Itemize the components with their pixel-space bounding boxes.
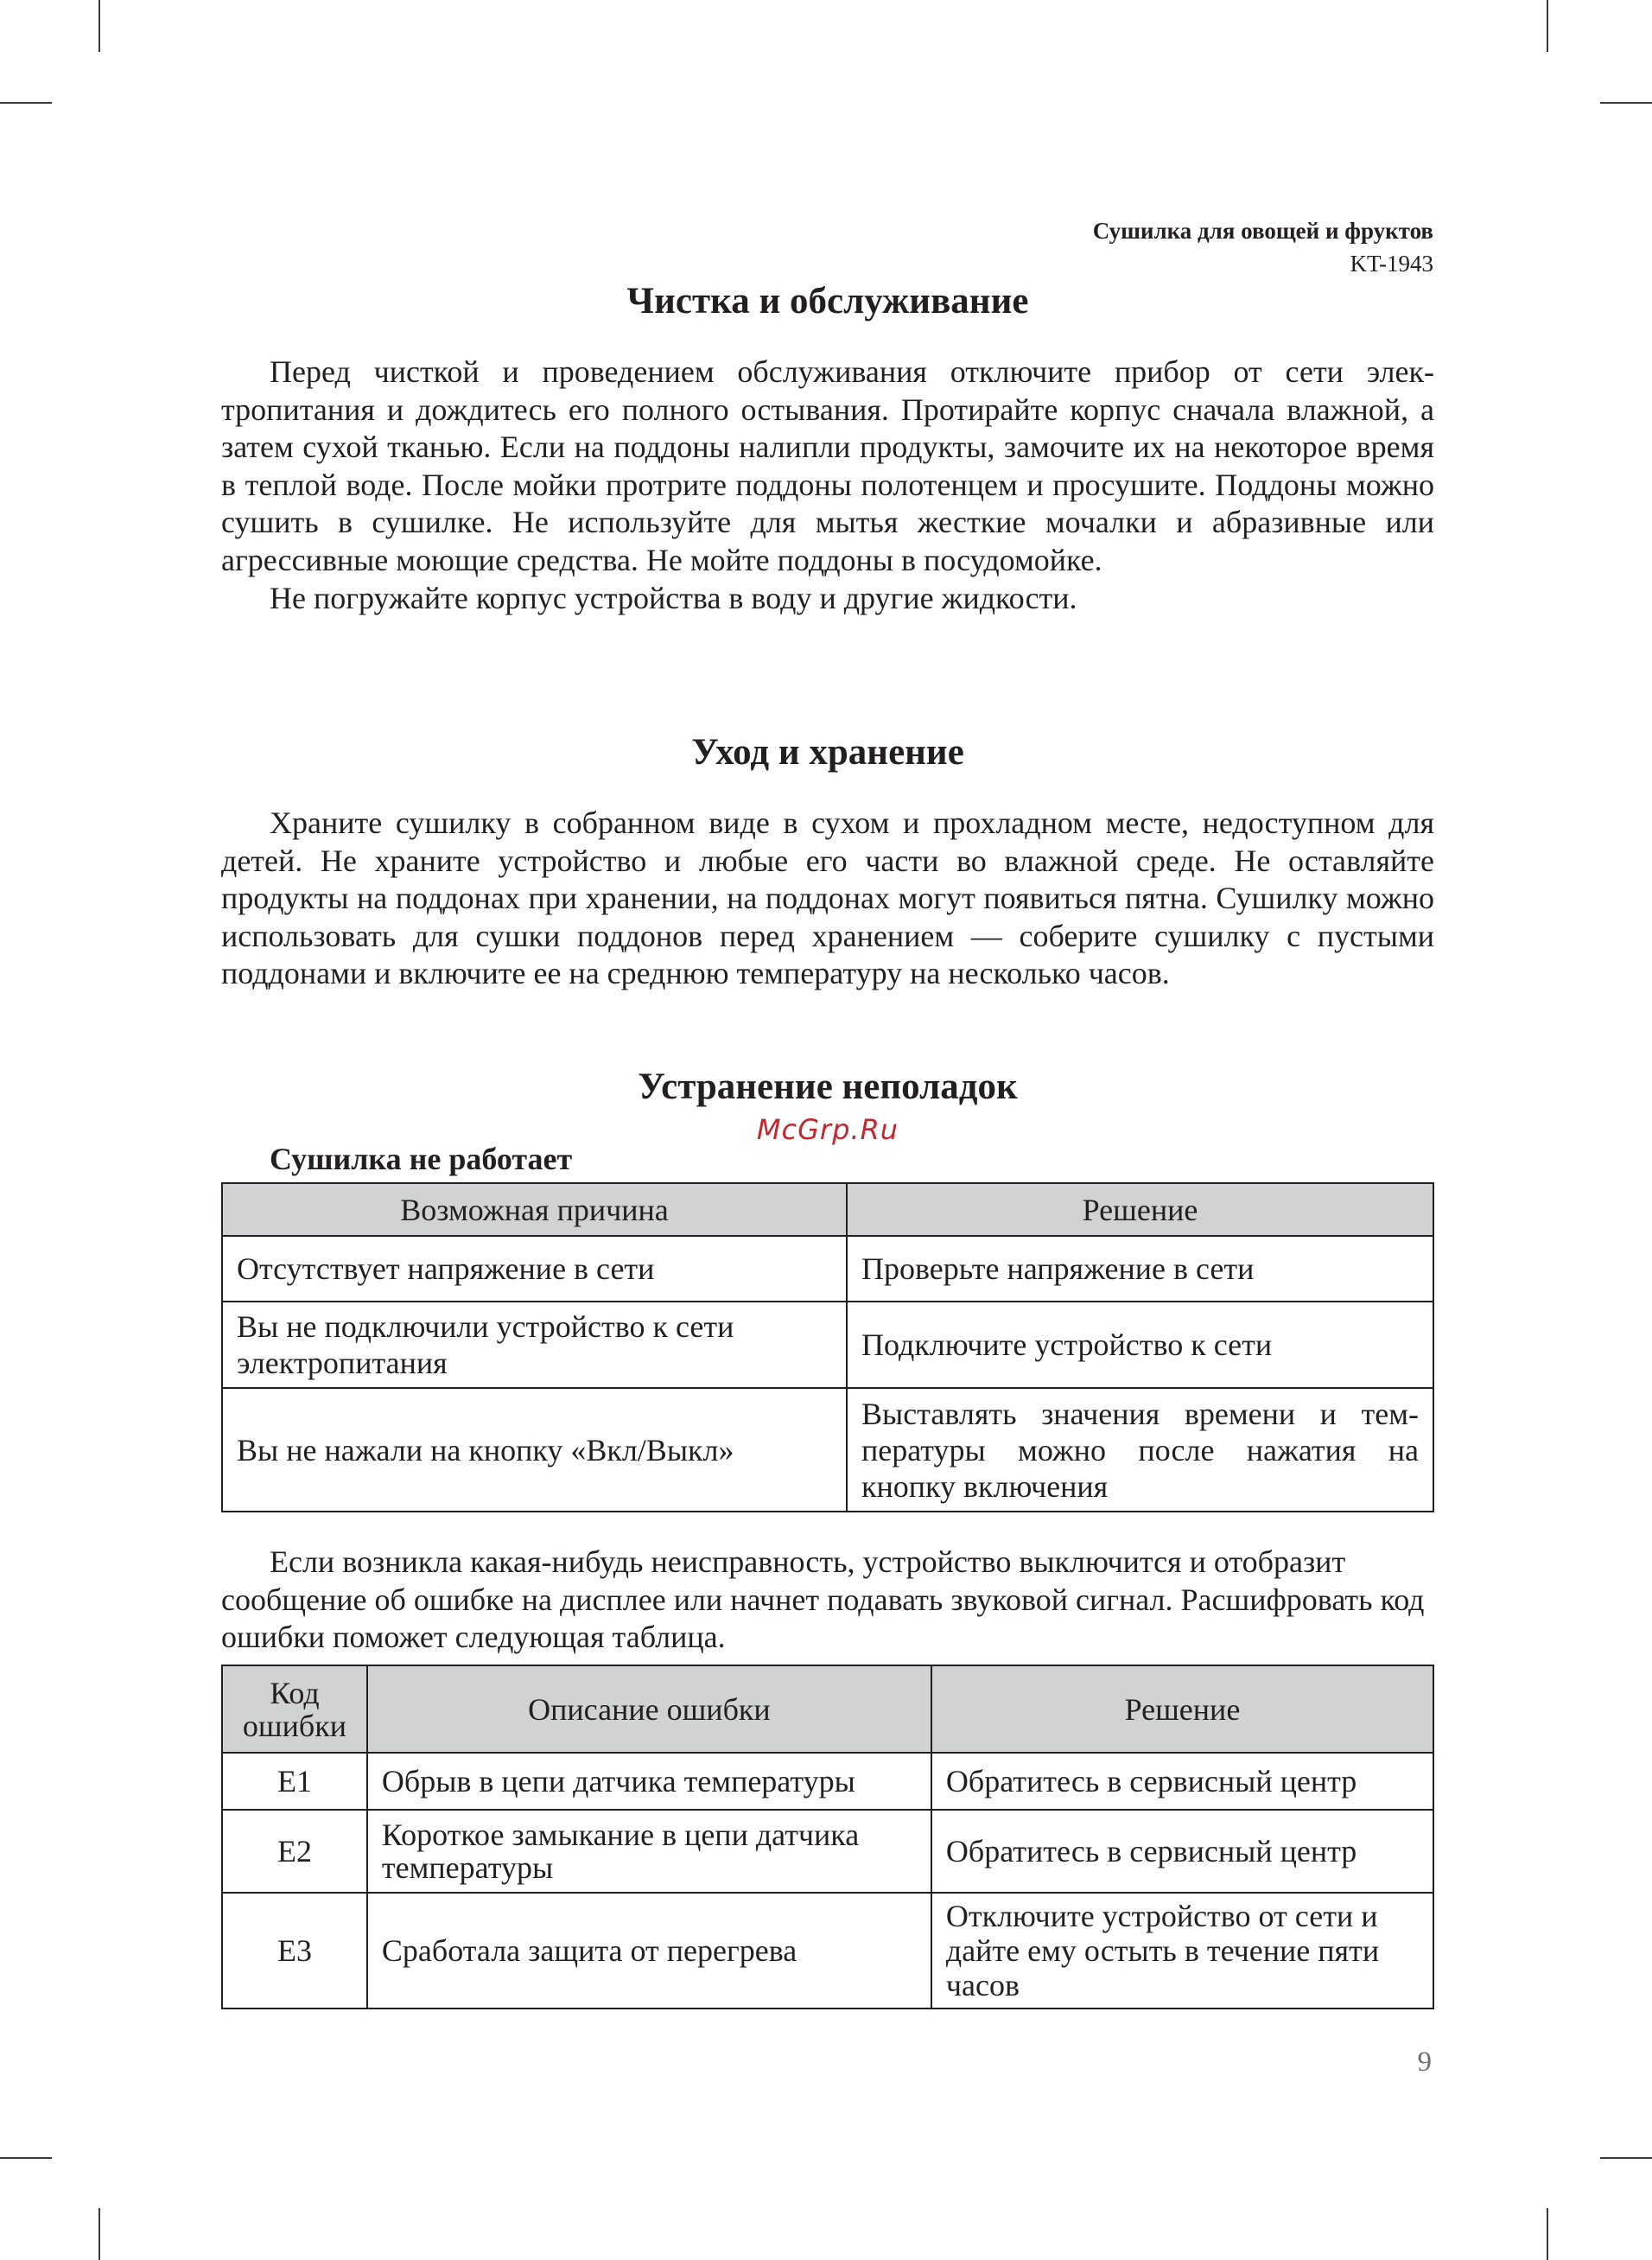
header-model: KT-1943 bbox=[1350, 251, 1433, 277]
table-cell-code: E2 bbox=[222, 1810, 367, 1893]
header-product: Сушилка для овощей и фруктов bbox=[1092, 218, 1433, 244]
crop-mark bbox=[1600, 102, 1652, 104]
crop-mark bbox=[1600, 2157, 1652, 2159]
cleaning-section bbox=[221, 280, 1434, 323]
error-body bbox=[221, 1544, 1434, 1657]
table-cell-solution: Обратитесь в сервисный центр bbox=[931, 1753, 1433, 1810]
troubleshooting-section bbox=[221, 1066, 1434, 1109]
table-row bbox=[222, 1302, 1433, 1388]
table-cell-solution: Проверьте напряжение в сети bbox=[847, 1236, 1433, 1302]
table-cell-solution: Обратитесь в сервисный центр bbox=[931, 1810, 1433, 1893]
cleaning-paragraph: Перед чисткой и проведением обслуживания отключите прибор от сети электропитания и дождитесь его полного остывания. Протирайте корпус сначала влажной, а затем сухой тканью. Если на поддоны налипли продукты, замочите их на некоторое время в теплой воде. После мойки протрите поддоны полотенцем и просушите. Поддоны можно сушить в сушилке. Не используйте для мытья жесткие мочалки и абразивные или агрессивные моющие средства. Не мойте поддоны в посудомойке. bbox=[221, 354, 1434, 577]
table-row bbox=[222, 1388, 1433, 1512]
causes-table bbox=[221, 1182, 1434, 1512]
storage-paragraph: Храните сушилку в собранном виде в сухом и прохладном месте, недоступном для детей. Не храните устройство и любые его части во влажной среде. Не оставляйте продукты на поддонах при хранении, на поддонах могут появиться пятна. Сушилку можно использовать для сушки поддонов перед хранением — соберите сушилку с пустыми поддонами и включите ее на среднюю температуру на несколько часов. bbox=[221, 805, 1434, 991]
table-cell-description: Сработала защита от перегрева bbox=[367, 1893, 931, 2009]
table-row bbox=[222, 1753, 1433, 1810]
table-header-cell: Описание ошибки bbox=[367, 1665, 931, 1753]
crop-mark bbox=[1547, 0, 1548, 52]
table-header-row bbox=[222, 1183, 1433, 1236]
crop-mark bbox=[0, 2157, 52, 2159]
crop-mark bbox=[98, 2208, 100, 2260]
table-cell-cause: Вы не нажали на кнопку «Вкл/Выкл» bbox=[222, 1388, 847, 1512]
storage-body bbox=[221, 805, 1434, 993]
table-header-row bbox=[222, 1665, 1433, 1753]
table-cell-cause: Вы не подключили устройство к сети электропитания bbox=[222, 1302, 847, 1388]
cleaning-title: Чистка и обслуживание bbox=[626, 281, 1029, 321]
page-number: 9 bbox=[1417, 2047, 1432, 2078]
table-cell-cause: Отсутствует напряжение в сети bbox=[222, 1236, 847, 1302]
troubleshooting-title: Устранение неполадок bbox=[638, 1066, 1018, 1107]
table-cell-description: Короткое замыкание в цепи датчика температуры bbox=[367, 1810, 931, 1893]
storage-title: Уход и хранение bbox=[691, 732, 964, 773]
crop-mark bbox=[98, 0, 100, 52]
table-cell-description: Обрыв в цепи датчика температуры bbox=[367, 1753, 931, 1810]
subtitle-wrap bbox=[221, 1141, 1434, 1177]
table-cell-solution: Выставлять значения времени и температуры можно после нажатия на кнопку включения bbox=[847, 1388, 1433, 1512]
causes-table-wrap bbox=[221, 1182, 1434, 1512]
table-cell-solution: Отключите устройство от сети и дайте ему остыть в течение пяти часов bbox=[931, 1893, 1433, 2009]
table-header-cell: Возможная причина bbox=[222, 1183, 847, 1236]
errors-table bbox=[221, 1665, 1434, 2009]
error-paragraph: Если возникла какая-нибудь неисправность, устройство выключится и отобразит сообщение об ошибке на дисплее или начнет подавать звуковой сигнал. Расшифровать код ошибки поможет следующая таблица. bbox=[221, 1544, 1425, 1655]
table-cell-code: E3 bbox=[222, 1893, 367, 2009]
crop-mark bbox=[1547, 2208, 1548, 2260]
table-header-cell: Код ошибки bbox=[222, 1665, 367, 1753]
crop-mark bbox=[0, 102, 52, 104]
running-header bbox=[1093, 214, 1433, 280]
table-row bbox=[222, 1810, 1433, 1893]
table-cell-solution: Подключите устройство к сети bbox=[847, 1302, 1433, 1388]
table-row bbox=[222, 1893, 1433, 2009]
table-cell-code: E1 bbox=[222, 1753, 367, 1810]
cleaning-warning: Не погружайте корпус устройства в воду и другие жидкости. bbox=[270, 580, 1077, 615]
table-header-cell: Решение bbox=[847, 1183, 1433, 1236]
storage-section bbox=[221, 731, 1434, 774]
errors-table-wrap bbox=[221, 1665, 1434, 2009]
table-row bbox=[222, 1236, 1433, 1302]
cleaning-body bbox=[221, 353, 1434, 617]
troubleshooting-subtitle: Сушилка не работает bbox=[270, 1142, 573, 1176]
watermark-link[interactable]: McGrp.Ru bbox=[756, 1113, 899, 1146]
table-header-cell: Решение bbox=[931, 1665, 1433, 1753]
